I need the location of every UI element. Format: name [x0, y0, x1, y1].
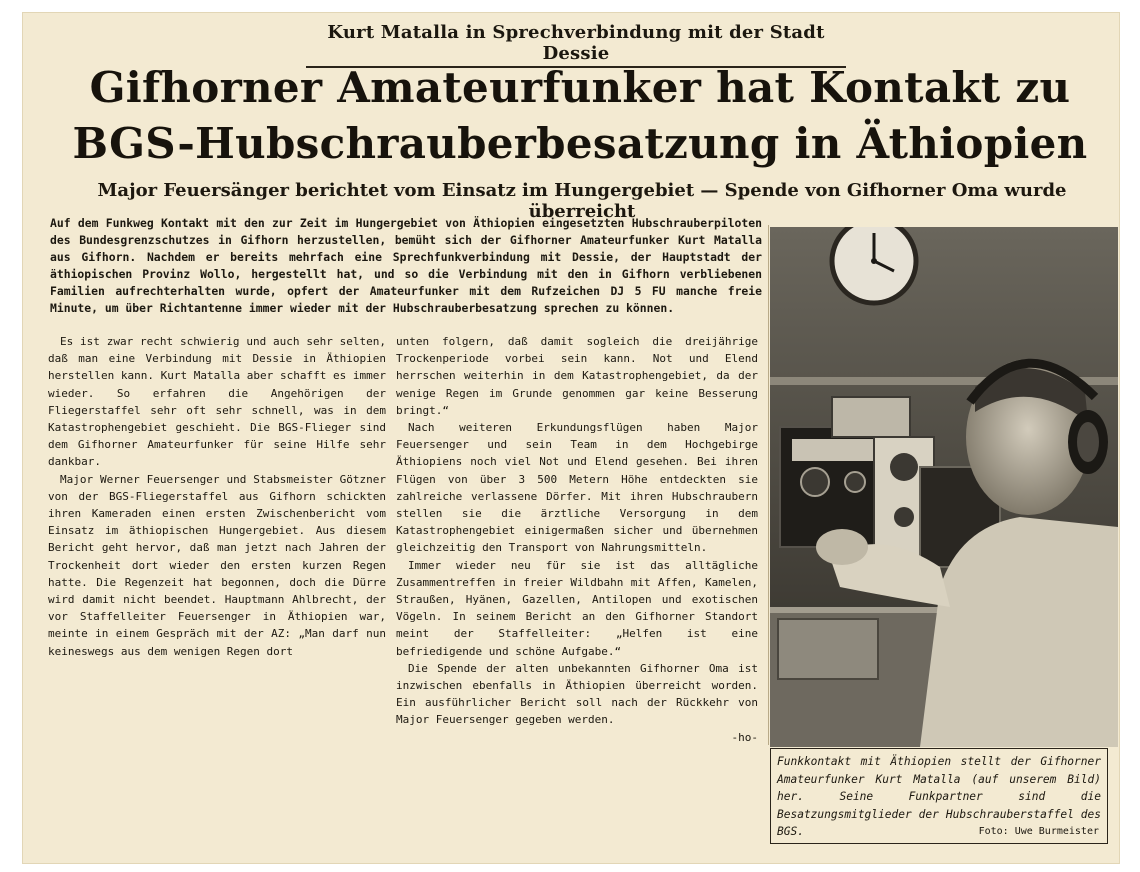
kicker-line: Kurt Matalla in Sprechverbindung mit der Stadt Dessie — [306, 22, 846, 68]
photo-caption-box — [770, 748, 1108, 844]
subheadline: Major Feuersänger berichtet vom Einsatz im Hungergebiet — Spende von Gifhorner Oma wurde überreicht — [97, 180, 1067, 222]
paragraph: Immer wieder neu für sie ist das alltägliche Zusammentreffen in freier Wildbahn mit Affen, Kamelen, Straußen, Hyänen, Gazellen, Antilopen und exotischen Vögeln. In seinem Bericht an den Gifhorner Standort meint der Staffelleiter: „Helfen ist eine befriedigende und schöne Aufgabe.“ — [396, 558, 758, 658]
paragraph: Nach weiteren Erkundungsflügen haben Major Feuersenger und sein Team in dem Hochgebirge Äthiopiens noch viel Not und Elend gesehen. Bei ihren Flügen von über 3 500 Metern Höhe entdeckten sie zahlreiche verlassene Dörfer. Mit ihren Hubschraubern stellen sie die ärztliche Versorgung in dem Katastrophengebiet einigermaßen sicher und übernehmen gleichzeitig den Transport von Nahrungsmitteln. — [396, 421, 758, 555]
author-sign: -ho- — [731, 730, 758, 744]
headline-line-2: BGS-Hubschrauberbesatzung in Äthiopien — [72, 119, 1088, 168]
paragraph: Es ist zwar recht schwierig und auch sehr selten, daß man eine Verbindung mit Dessie in Äthiopien herstellen kann. Kurt Matalla aber schafft es immer wieder. So erfahren die Angehörigen der Fliegerstaffel sehr oft sehr schnell, was in dem Katastrophengebiet geschieht. Die BGS-Flieger sind dem Gifhorner Amateurfunker für seine Hilfe sehr dankbar. — [48, 335, 386, 469]
photo-caption: Funkkontakt mit Äthiopien stellt der Gifhorner Amateurfunker Kurt Matalla (auf unserem Bild) her. Seine Funkpartner sind die Besatzungsmitglieder der Hubschrauberstaffel des BGS. — [777, 755, 1101, 839]
headline-line-1: Gifhorner Amateurfunker hat Kontakt zu — [89, 63, 1071, 112]
paragraph: Major Werner Feuersenger und Stabsmeister Götzner von der BGS-Fliegerstaffel aus Gifhorn schickten ihren Kameraden einen ersten Zwischenbericht vom Einsatz im äthiopischen Hungergebiet. Aus diesem Bericht geht hervor, daß man jetzt nach Jahren der Trockenheit dort wieder den ersten kurzen Regen hatte. Die Regenzeit hat begonnen, doch die Dürre wird damit nicht beendet. Hauptmann Ahlbrecht, der vor Staffelleiter Feuersenger in Äthiopien war, meinte in einem Gespräch mit der AZ: „Man darf nun keineswegs aus dem wenigen Regen dort — [48, 472, 386, 658]
paragraph: Die Spende der alten unbekannten Gifhorner Oma ist inzwischen ebenfalls in Äthiopien überreicht worden. Ein ausführlicher Bericht soll nach der Rückkehr von Major Feuersenger gegeben werden. — [396, 661, 758, 727]
photo — [770, 227, 1118, 747]
body-column-2 — [396, 333, 758, 746]
body-column-1 — [48, 333, 386, 660]
photo-illustration — [770, 227, 1118, 747]
photo-credit: Foto: Uwe Burmeister — [978, 826, 1099, 837]
headline — [40, 60, 1120, 172]
paragraph: unten folgern, daß damit sogleich die dreijährige Trockenperiode vorbei sein kann. Not und Elend herrschen weiterhin in dem Katastrophengebiet, da der wenige Regen im Grunde genommen gar keine Besserung bringt.“ — [396, 335, 758, 417]
lead-paragraph: Auf dem Funkweg Kontakt mit den zur Zeit im Hungergebiet von Äthiopien eingesetzten Hubschrauberpiloten des Bundesgrenzschutzes in Gifhorn herzustellen, bemüht sich der Gifhorner Amateurfunker Kurt Matalla aus Gifhorn. Nachdem er bereits mehrfach eine Sprechfunkverbindung mit Dessie, der Hauptstadt der äthiopischen Provinz Wollo, hergestellt hat, und so die Verbindung mit den in Gifhorn verbliebenen Familien aufrechterhalten wurde, opfert der Amateurfunker mit dem Rufzeichen DJ 5 FU manche freie Minute, um über Richtantenne immer wieder mit der Hubschrauberbesatzung sprechen zu können. — [50, 216, 762, 315]
column-divider — [768, 225, 769, 745]
